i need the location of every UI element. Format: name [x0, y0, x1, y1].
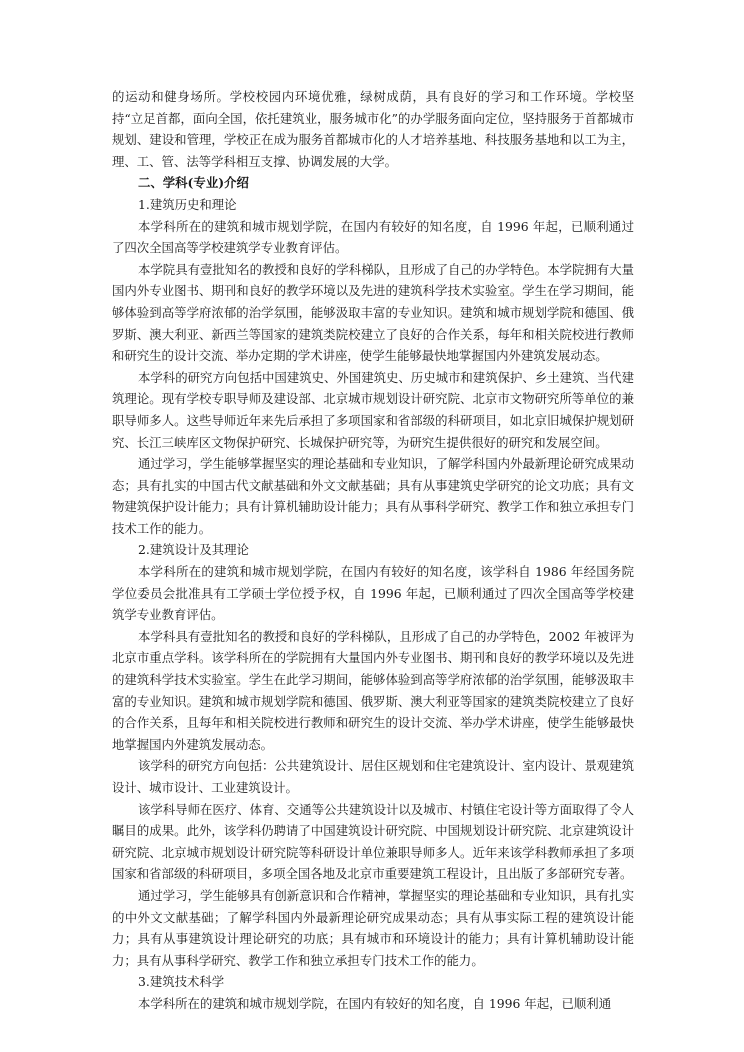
paragraph-design-faculty: 本学科具有壹批知名的教授和良好的学科梯队，且形成了自己的办学特色，2002 年被评为北京市重点学科。该学科所在的学院拥有大量国内外专业图书、期刊和良好的教学环境以及先进的建筑科学技术实验室。学生在此学习期间，能够体验到高等学府浓郁的治学氛围，能够汲取丰富的专业知识。建筑和城市规划学院和德国、俄罗斯、澳大利亚等国家的建筑类院校建立了良好的合作关系，且每年和相关院校进行教师和研究生的设计交流、举办学术讲座，使学生能够最快地掌握国内外建筑发展动态。	[112, 628, 634, 752]
section-title-disciplines: 二、学科(专业)介绍	[138, 175, 249, 191]
subheading-architecture-history: 1.建筑历史和理论	[138, 196, 237, 212]
subheading-building-technology: 3.建筑技术科学	[138, 974, 225, 990]
paragraph-history-research: 本学科的研究方向包括中国建筑史、外国建筑史、历史城市和建筑保护、乡土建筑、当代建筑理论。现有学校专职导师及建设部、北京城市规划设计研究院、北京市文物研究所等单位的兼职导师多人。这些导师近年来先后承担了多项国家和省部级的科研项目，如北京旧城保护规划研究、长江三峡库区文物保护研究、长城保护研究等，为研究生提供很好的研究和发展空间。	[112, 369, 634, 450]
paragraph-history-outcomes: 通过学习，学生能够掌握坚实的理论基础和专业知识，了解学科国内外最新理论研究成果动态；具有扎实的中国古代文献基础和外文文献基础；具有从事建筑史学研究的论文功底；具有文物建筑保护设计能力；具有计算机辅助设计能力；具有从事科学研究、教学工作和独立承担专门技术工作的能力。	[112, 456, 634, 536]
subheading-architecture-design: 2.建筑设计及其理论	[138, 542, 249, 558]
paragraph-history-faculty: 本学院具有壹批知名的教授和良好的学科梯队，且形成了自己的办学特色。本学院拥有大量国内外专业图书、期刊和良好的教学环境以及先进的建筑科学技术实验室。学生在学习期间，能够体验到高等学府浓郁的治学氛围，能够汲取丰富的专业知识。建筑和城市规划学院和德国、俄罗斯、澳大利亚、新西兰等国家的建筑类院校建立了良好的合作关系，每年和相关院校进行教师和研究生的设计交流、举办定期的学术讲座，使学生能够最快地掌握国内外建筑发展动态。	[112, 261, 634, 364]
paragraph-technology-school: 本学科所在的建筑和城市规划学院，在国内有较好的知名度，自 1996 年起，已顺利通	[138, 995, 612, 1011]
paragraph-design-outcomes: 通过学习，学生能够具有创新意识和合作精神，掌握坚实的理论基础和专业知识，具有扎实的中外文文献基础；了解学科国内外最新理论研究成果动态；具有从事实际工程的建筑设计能力；具有从事建筑设计理论研究的功底；具有城市和环境设计的能力；具有计算机辅助设计能力；具有从事科学研究、教学工作和独立承担专门技术工作的能力。	[112, 887, 634, 968]
paragraph-campus-intro: 的运动和健身场所。学校校园内环境优雅，绿树成荫，具有良好的学习和工作环境。学校坚持“立足首都，面向全国，依托建筑业，服务城市化”的办学服务面向定位，坚持服务于首都城市规划、建设和管理，学校正在成为服务首都城市化的人才培养基地、科技服务基地和以工为主，理、工、管、法等学科相互支撑、协调发展的大学。	[112, 89, 634, 169]
paragraph-design-school: 本学科所在的建筑和城市规划学院，在国内有较好的知名度，该学科自 1986 年经国务院学位委员会批准具有工学硕士学位授予权，自 1996 年起，已顺利通过了四次全国高等学校建筑学专业教育评估。	[112, 564, 634, 623]
paragraph-design-directions: 该学科的研究方向包括：公共建筑设计、居住区规划和住宅建筑设计、室内设计、景观建筑设计、城市设计、工业建筑设计。	[112, 758, 634, 795]
paragraph-design-achievements: 该学科导师在医疗、体育、交通等公共建筑设计以及城市、村镇住宅设计等方面取得了令人瞩目的成果。此外，该学科仍聘请了中国建筑设计研究院、中国规划设计研究院、北京建筑设计研究院、北京城市规划设计研究院等科研设计单位兼职导师多人。近年来该学科教师承担了多项国家和省部级的科研项目，多项全国各地及北京市重要建筑工程设计，且出版了多部研究专著。	[112, 801, 634, 882]
paragraph-history-school: 本学科所在的建筑和城市规划学院，在国内有较好的知名度，自 1996 年起，已顺利通过了四次全国高等学校建筑学专业教育评估。	[112, 218, 634, 256]
